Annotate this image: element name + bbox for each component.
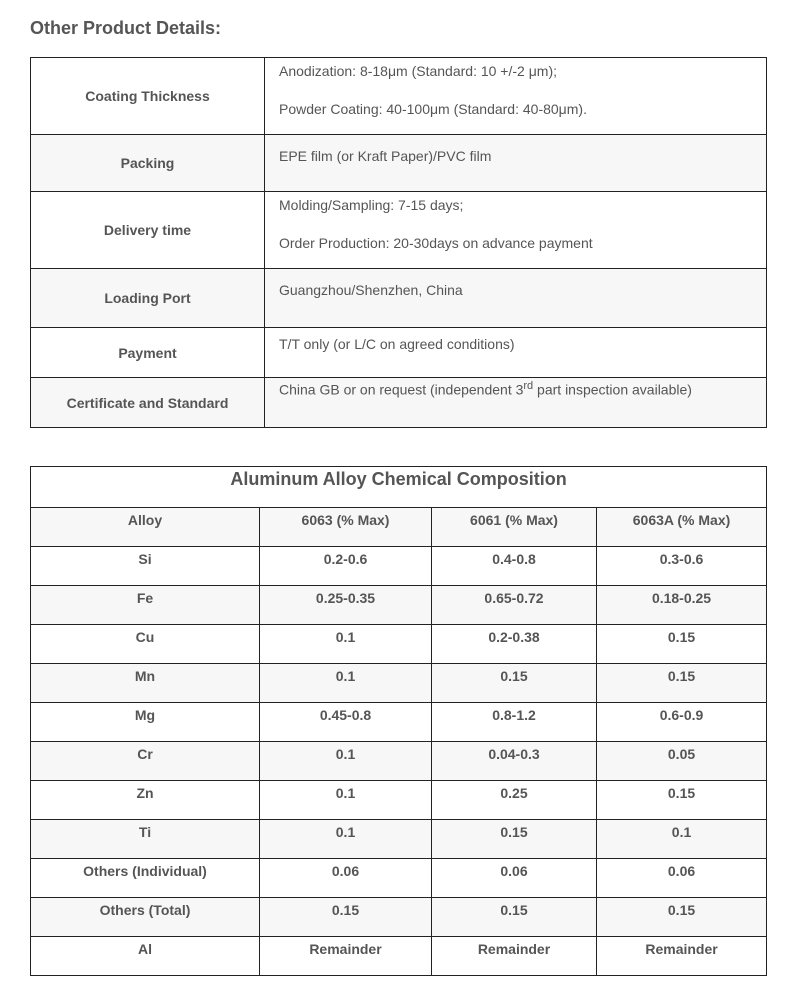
value-cell: 0.1	[260, 781, 432, 820]
element-name-cell: Others (Individual)	[31, 859, 260, 898]
details-row-loading-port	[31, 269, 767, 328]
value-cell: 0.1	[260, 625, 432, 664]
column-header: Alloy	[31, 508, 260, 547]
details-row-packing	[31, 135, 767, 192]
details-value	[265, 135, 767, 192]
chemical-composition-table	[30, 466, 767, 976]
value-cell: 0.1	[597, 820, 767, 859]
details-row-coating-thickness	[31, 58, 767, 135]
details-value-line: Order Production: 20-30days on advance payment	[279, 234, 593, 251]
table-row	[31, 742, 767, 781]
details-label: Payment	[31, 328, 265, 378]
details-row-delivery-time	[31, 192, 767, 269]
product-details-table	[30, 57, 767, 428]
details-row-payment	[31, 328, 767, 378]
certificate-superscript: rd	[523, 380, 534, 392]
details-value	[265, 328, 767, 378]
value-cell: 0.15	[597, 664, 767, 703]
column-header: 6063 (% Max)	[260, 508, 432, 547]
value-cell: 0.2-0.6	[260, 547, 432, 586]
value-cell: 0.15	[597, 898, 767, 937]
table-row	[31, 625, 767, 664]
value-cell: 0.25	[432, 781, 597, 820]
value-cell: 0.04-0.3	[432, 742, 597, 781]
value-cell: 0.25-0.35	[260, 586, 432, 625]
details-row-certificate	[31, 378, 767, 428]
details-value-line	[279, 380, 765, 398]
table-row	[31, 547, 767, 586]
value-cell: 0.1	[260, 820, 432, 859]
value-cell: 0.15	[597, 781, 767, 820]
value-cell: 0.4-0.8	[432, 547, 597, 586]
element-name-cell: Cu	[31, 625, 260, 664]
value-cell: 0.8-1.2	[432, 703, 597, 742]
details-value	[265, 378, 767, 428]
value-cell: 0.15	[260, 898, 432, 937]
details-value-line: Anodization: 8-18μm (Standard: 10 +/-2 μm);	[279, 63, 557, 79]
table-row	[31, 859, 767, 898]
value-cell: 0.6-0.9	[597, 703, 767, 742]
details-label: Certificate and Standard	[31, 378, 265, 428]
details-value-line: Powder Coating: 40-100μm (Standard: 40-80μm).	[279, 100, 587, 117]
element-name-cell: Mg	[31, 703, 260, 742]
element-name-cell: Fe	[31, 586, 260, 625]
value-cell: 0.05	[597, 742, 767, 781]
value-cell: 0.06	[432, 859, 597, 898]
table-row	[31, 703, 767, 742]
table-row	[31, 586, 767, 625]
value-cell: 0.18-0.25	[597, 586, 767, 625]
details-value-line: Guangzhou/Shenzhen, China	[279, 282, 463, 298]
details-label: Loading Port	[31, 269, 265, 328]
table-row	[31, 664, 767, 703]
details-label: Coating Thickness	[31, 58, 265, 135]
details-value-line: EPE film (or Kraft Paper)/PVC film	[279, 148, 492, 164]
element-name-cell: Cr	[31, 742, 260, 781]
value-cell: Remainder	[432, 937, 597, 976]
table-row	[31, 937, 767, 976]
value-cell: 0.1	[260, 742, 432, 781]
details-label: Packing	[31, 135, 265, 192]
composition-title-row	[31, 467, 767, 508]
details-value	[265, 192, 767, 269]
element-name-cell: Others (Total)	[31, 898, 260, 937]
value-cell: 0.65-0.72	[432, 586, 597, 625]
certificate-text-post: part inspection available)	[533, 381, 692, 398]
value-cell: 0.3-0.6	[597, 547, 767, 586]
composition-title: Aluminum Alloy Chemical Composition	[31, 467, 767, 508]
value-cell: 0.15	[432, 820, 597, 859]
value-cell: 0.06	[260, 859, 432, 898]
value-cell: 0.2-0.38	[432, 625, 597, 664]
value-cell: 0.15	[432, 898, 597, 937]
certificate-text-pre: China GB or on request (independent 3	[279, 381, 524, 398]
details-value-line: T/T only (or L/C on agreed conditions)	[279, 336, 515, 352]
value-cell: 0.06	[597, 859, 767, 898]
composition-header-row	[31, 508, 767, 547]
details-value	[265, 269, 767, 328]
element-name-cell: Ti	[31, 820, 260, 859]
column-header: 6063A (% Max)	[597, 508, 767, 547]
value-cell: 0.45-0.8	[260, 703, 432, 742]
element-name-cell: Zn	[31, 781, 260, 820]
value-cell: 0.15	[432, 664, 597, 703]
value-cell: 0.15	[597, 625, 767, 664]
details-value-line: Molding/Sampling: 7-15 days;	[279, 197, 464, 213]
table-row	[31, 820, 767, 859]
element-name-cell: Al	[31, 937, 260, 976]
table-row	[31, 898, 767, 937]
element-name-cell: Si	[31, 547, 260, 586]
section-heading: Other Product Details:	[30, 18, 222, 38]
details-label: Delivery time	[31, 192, 265, 269]
element-name-cell: Mn	[31, 664, 260, 703]
table-row	[31, 781, 767, 820]
column-header: 6061 (% Max)	[432, 508, 597, 547]
details-value	[265, 58, 767, 135]
value-cell: Remainder	[597, 937, 767, 976]
value-cell: 0.1	[260, 664, 432, 703]
value-cell: Remainder	[260, 937, 432, 976]
